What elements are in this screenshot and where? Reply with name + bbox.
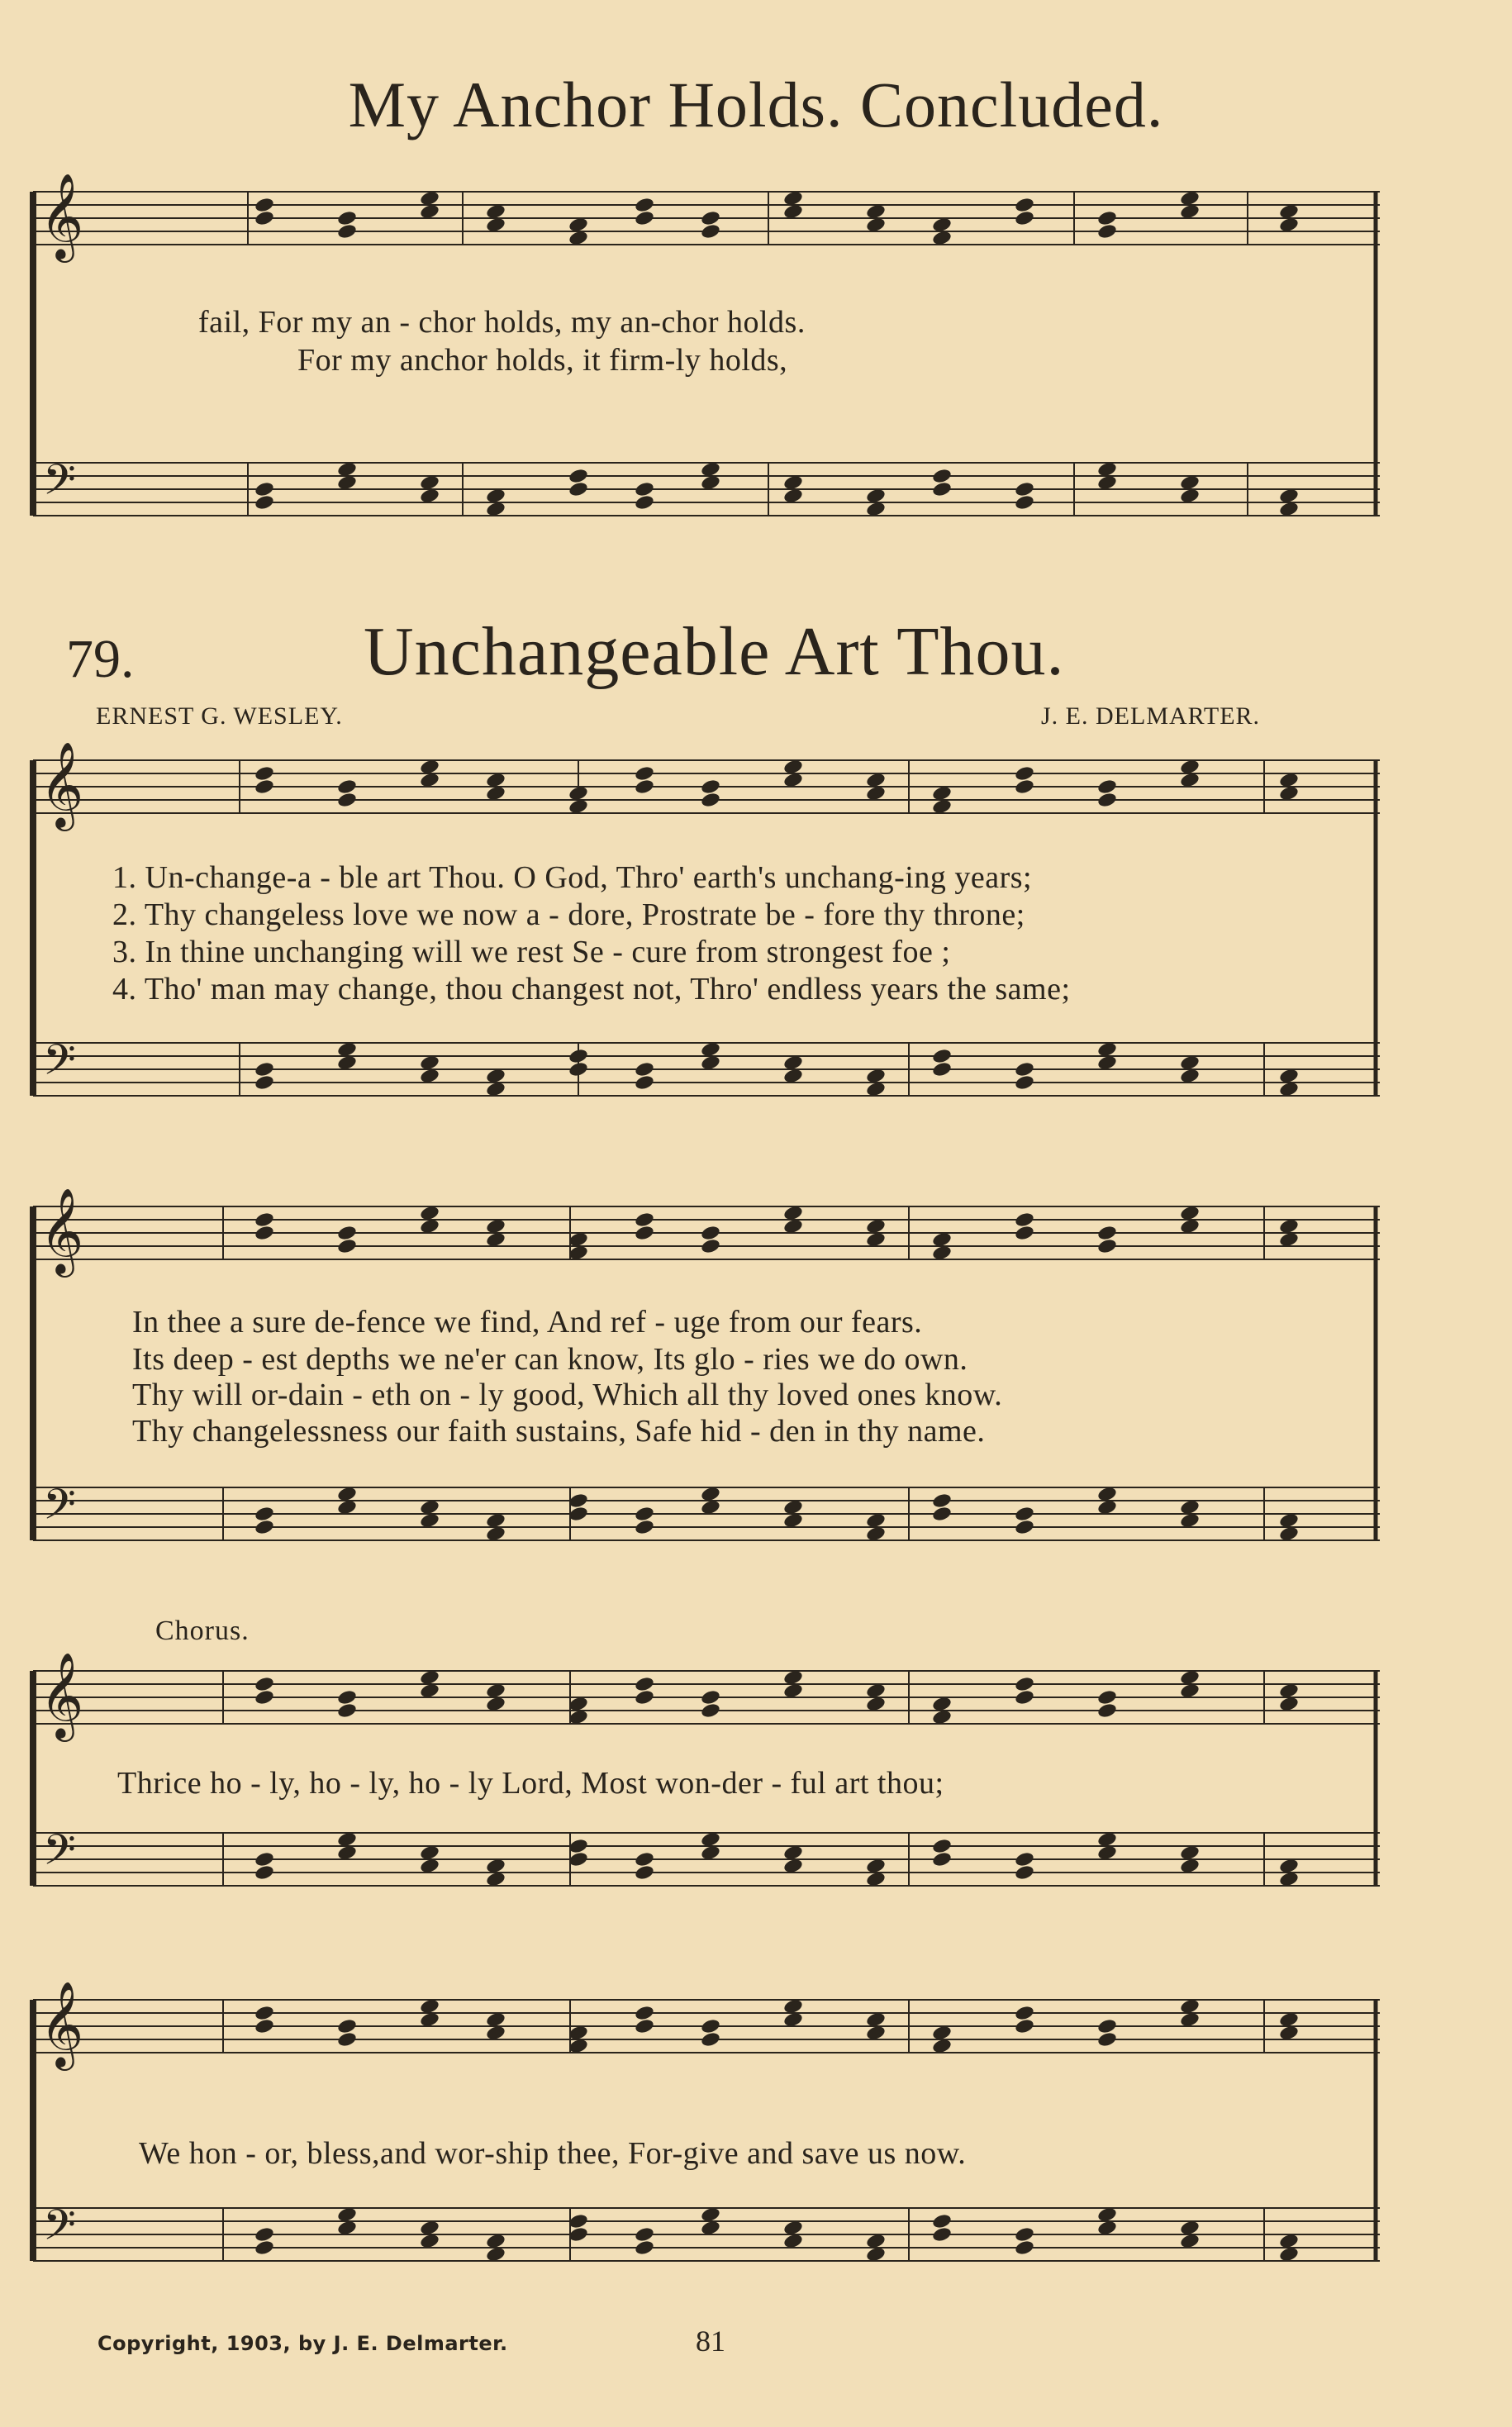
note-head <box>700 1225 720 1242</box>
note-head <box>634 765 654 783</box>
note-head <box>336 2018 357 2035</box>
treble-clef-icon: 𝄞 <box>40 173 84 259</box>
note-head <box>254 2226 274 2244</box>
note-head <box>634 2226 654 2244</box>
note-head <box>568 468 588 485</box>
note-head <box>336 210 357 227</box>
note-head <box>254 1689 274 1706</box>
note-head <box>254 494 274 512</box>
note-head <box>568 1061 588 1078</box>
note-head <box>1014 2226 1034 2244</box>
lyric-line: 2. Thy changeless love we now a - dore, Prostrate be - fore thy throne; <box>112 897 1025 932</box>
note-head <box>254 2005 274 2022</box>
bass-clef-icon: 𝄢 <box>43 454 76 515</box>
copyright-notice: Copyright, 1903, by J. E. Delmarter. <box>97 2332 508 2355</box>
note-head <box>931 1506 952 1523</box>
lyric-line: Thrice ho - ly, ho - ly, ho - ly Lord, Most won-der - ful art thou; <box>117 1766 944 1801</box>
note-head <box>634 2005 654 2022</box>
treble-clef-icon: 𝄞 <box>40 1652 84 1739</box>
note-head <box>568 1838 588 1855</box>
note-head <box>568 1048 588 1065</box>
note-head <box>254 1851 274 1868</box>
lyric-line: For my anchor holds, it firm-ly holds, <box>297 343 788 378</box>
note-head <box>634 197 654 214</box>
note-head <box>1014 765 1034 783</box>
note-head <box>1014 1689 1034 1706</box>
note-head <box>336 792 357 809</box>
note-head <box>1014 2005 1034 2022</box>
chorus-label: Chorus. <box>155 1616 250 1646</box>
note-head <box>634 1061 654 1078</box>
note-head <box>254 2018 274 2035</box>
note-head <box>700 778 720 796</box>
note-head <box>700 1702 720 1720</box>
note-head <box>254 1864 274 1882</box>
note-head <box>1096 1225 1117 1242</box>
note-head <box>254 1519 274 1536</box>
note-head <box>1096 210 1117 227</box>
note-head <box>634 1519 654 1536</box>
note-head <box>931 481 952 498</box>
bass-clef-icon: 𝄢 <box>43 1825 76 1885</box>
note-head <box>254 1074 274 1092</box>
lyric-line: fail, For my an - chor holds, my an-chor holds. <box>198 305 806 340</box>
note-head <box>634 2239 654 2257</box>
note-head <box>254 1211 274 1229</box>
lyric-line: Thy changelessness our faith sustains, Safe hid - den in thy name. <box>132 1414 986 1449</box>
treble-clef-icon: 𝄞 <box>40 1187 84 1274</box>
note-head <box>634 1506 654 1523</box>
note-head <box>1096 1702 1117 1720</box>
note-head <box>1014 1211 1034 1229</box>
note-head <box>254 481 274 498</box>
note-head <box>254 765 274 783</box>
note-head <box>1014 481 1034 498</box>
note-head <box>931 1851 952 1868</box>
note-head <box>1096 223 1117 240</box>
note-head <box>1014 494 1034 512</box>
note-head <box>700 223 720 240</box>
note-head <box>254 2239 274 2257</box>
lyric-line: 3. In thine unchanging will we rest Se - cure from strongest foe ; <box>112 935 951 969</box>
author-credit: ERNEST G. WESLEY. <box>96 702 343 730</box>
note-head <box>336 223 357 240</box>
note-head <box>1096 1238 1117 1255</box>
treble-clef-icon: 𝄞 <box>40 1981 84 2068</box>
note-head <box>568 481 588 498</box>
composer-credit: J. E. DELMARTER. <box>1041 702 1261 730</box>
note-head <box>1014 2239 1034 2257</box>
note-head <box>1096 792 1117 809</box>
lyric-line: We hon - or, bless,and wor-ship thee, For-give and save us now. <box>139 2136 967 2171</box>
note-head <box>634 210 654 227</box>
bass-clef-icon: 𝄢 <box>43 1479 76 1539</box>
bass-clef-icon: 𝄢 <box>43 2200 76 2260</box>
note-head <box>568 2226 588 2244</box>
note-head <box>700 2018 720 2035</box>
note-head <box>336 778 357 796</box>
note-head <box>1014 1519 1034 1536</box>
note-head <box>634 1689 654 1706</box>
page-number: 81 <box>696 2325 725 2358</box>
note-head <box>254 1676 274 1693</box>
note-head <box>568 1851 588 1868</box>
note-head <box>568 1492 588 1510</box>
note-head <box>1014 1074 1034 1092</box>
treble-clef-icon: 𝄞 <box>40 741 84 828</box>
note-head <box>700 1689 720 1706</box>
hymn-number: 79. <box>66 629 135 689</box>
note-head <box>931 1492 952 1510</box>
note-head <box>1014 1851 1034 1868</box>
note-head <box>1014 778 1034 796</box>
note-head <box>634 1225 654 1242</box>
note-head <box>700 1238 720 1255</box>
note-head <box>254 1506 274 1523</box>
note-head <box>634 494 654 512</box>
note-head <box>700 210 720 227</box>
note-head <box>336 1225 357 1242</box>
note-head <box>336 1702 357 1720</box>
note-head <box>254 1061 274 1078</box>
lyric-line: In thee a sure de-fence we find, And ref - uge from our fears. <box>132 1305 923 1340</box>
note-head <box>254 210 274 227</box>
note-head <box>568 2213 588 2230</box>
note-head <box>336 2031 357 2049</box>
note-head <box>568 1506 588 1523</box>
lyric-line: 4. Tho' man may change, thou changest not, Thro' endless years the same; <box>112 972 1071 1006</box>
note-head <box>336 1238 357 1255</box>
hymn-title: Unchangeable Art Thou. <box>364 613 1065 690</box>
bass-clef-icon: 𝄢 <box>43 1035 76 1095</box>
note-head <box>634 1211 654 1229</box>
note-head <box>931 1838 952 1855</box>
lyric-line: 1. Un-change-a - ble art Thou. O God, Thro' earth's unchang-ing years; <box>112 860 1033 895</box>
note-head <box>1014 1061 1034 1078</box>
note-head <box>254 1225 274 1242</box>
note-head <box>254 778 274 796</box>
note-head <box>931 2226 952 2244</box>
note-head <box>634 481 654 498</box>
note-head <box>931 1061 952 1078</box>
note-head <box>634 1864 654 1882</box>
note-head <box>931 2213 952 2230</box>
lyric-line: Its deep - est depths we ne'er can know, Its glo - ries we do own. <box>132 1342 968 1377</box>
note-head <box>254 197 274 214</box>
note-head <box>1014 197 1034 214</box>
note-head <box>700 792 720 809</box>
note-head <box>634 1851 654 1868</box>
note-head <box>1014 1676 1034 1693</box>
note-head <box>1014 2018 1034 2035</box>
note-head <box>634 1676 654 1693</box>
note-head <box>1014 1506 1034 1523</box>
note-head <box>700 2031 720 2049</box>
note-head <box>634 2018 654 2035</box>
page-title: My Anchor Holds. Concluded. <box>348 69 1164 140</box>
note-head <box>931 1048 952 1065</box>
note-head <box>1096 2031 1117 2049</box>
note-head <box>336 1689 357 1706</box>
note-head <box>1096 778 1117 796</box>
note-head <box>634 778 654 796</box>
note-head <box>1014 1225 1034 1242</box>
note-head <box>1096 2018 1117 2035</box>
note-head <box>1096 1689 1117 1706</box>
lyric-line: Thy will or-dain - eth on - ly good, Which all thy loved ones know. <box>132 1378 1003 1412</box>
note-head <box>1014 210 1034 227</box>
note-head <box>1014 1864 1034 1882</box>
note-head <box>931 468 952 485</box>
note-head <box>634 1074 654 1092</box>
